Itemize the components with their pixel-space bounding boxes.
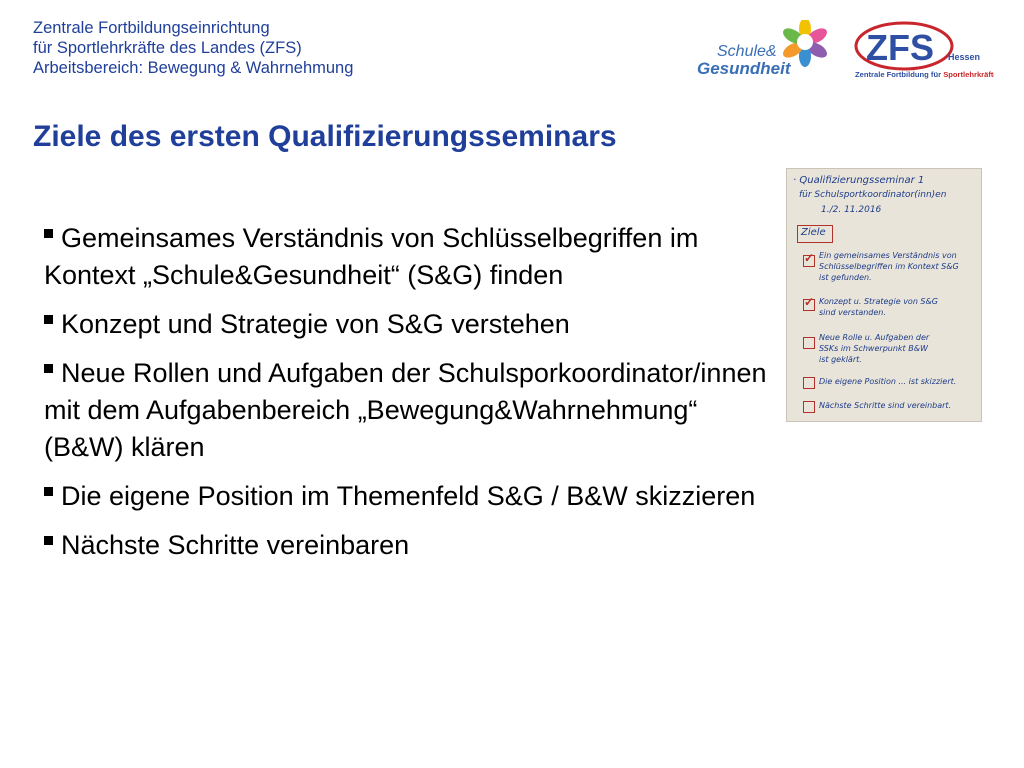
goals-list xyxy=(44,220,784,564)
bullet-square-icon xyxy=(44,536,53,545)
flipchart-item-text: ist geklärt. xyxy=(819,355,862,364)
institution-line-3: Arbeitsbereich: Bewegung & Wahrnehmung xyxy=(33,59,354,77)
flipchart-item-text: sind verstanden. xyxy=(819,308,886,317)
flower-logo-icon xyxy=(693,20,838,82)
bullet-square-icon xyxy=(44,364,53,373)
bullet-square-icon xyxy=(44,315,53,324)
slide-title: Ziele des ersten Qualifizierungsseminars xyxy=(33,120,617,153)
sg-logo-line1: Schule& xyxy=(717,43,777,60)
institution-line-1: Zentrale Fortbildungseinrichtung xyxy=(33,19,270,37)
checkmark-icon: ✓ xyxy=(804,295,815,309)
zfs-logo-region: Hessen xyxy=(948,52,981,62)
checkmark-icon: ✓ xyxy=(804,251,815,265)
institution-line-2: für Sportlehrkräfte des Landes (ZFS) xyxy=(33,39,302,57)
flipchart-checkbox xyxy=(803,337,815,349)
flipchart-heading-2: für Schulsportkoordinator(inn)en xyxy=(799,190,947,200)
flipchart-item-text: ist gefunden. xyxy=(819,273,872,282)
flipchart-ziele-label: Ziele xyxy=(801,227,826,238)
zfs-logo-main: ZFS xyxy=(866,27,934,68)
flipchart-item-text: Die eigene Position ... ist skizziert. xyxy=(819,377,957,386)
list-item: Nächste Schritte vereinbaren xyxy=(44,527,784,564)
zfs-emblem-icon xyxy=(852,20,994,82)
flipchart-heading-1: · Qualifizierungsseminar 1 xyxy=(793,175,925,186)
zfs-logo-subtitle: Zentrale Fortbildung für Sportlehrkräfte xyxy=(855,70,994,79)
flipchart-item-text: SSKs im Schwerpunkt B&W xyxy=(819,344,928,353)
flipchart-photo xyxy=(786,168,982,422)
flipchart-item-text: Schlüsselbegriffen im Kontext S&G xyxy=(819,262,959,271)
list-item: Konzept und Strategie von S&G verstehen xyxy=(44,306,784,343)
flipchart-item-text: Ein gemeinsames Verständnis von xyxy=(819,251,957,260)
list-item: Neue Rollen und Aufgaben der Schulsporkoordinator/innen mit dem Aufgabenbereich „Bewegung&Wahrnehmung“ (B&W) klären xyxy=(44,358,767,462)
bullet-square-icon xyxy=(44,487,53,496)
flipchart-item-text: Nächste Schritte sind vereinbart. xyxy=(819,401,952,410)
schule-gesundheit-logo xyxy=(693,20,838,82)
institution-header xyxy=(33,18,353,78)
list-item: Gemeinsames Verständnis von Schlüsselbegriffen im Kontext „Schule&Gesundheit“ (S&G) finden xyxy=(44,223,699,290)
flipchart-item-text: Konzept u. Strategie von S&G xyxy=(819,297,938,306)
flipchart-date: 1./2. 11.2016 xyxy=(821,205,882,215)
sg-logo-line2: Gesundheit xyxy=(697,59,791,78)
list-item: Die eigene Position im Themenfeld S&G / B&W skizzieren xyxy=(44,478,784,515)
flipchart-item-text: Neue Rolle u. Aufgaben der xyxy=(819,333,930,342)
bullet-square-icon xyxy=(44,229,53,238)
zfs-logo xyxy=(852,20,994,82)
flipchart-checkbox xyxy=(803,377,815,389)
flipchart-checkbox xyxy=(803,401,815,413)
